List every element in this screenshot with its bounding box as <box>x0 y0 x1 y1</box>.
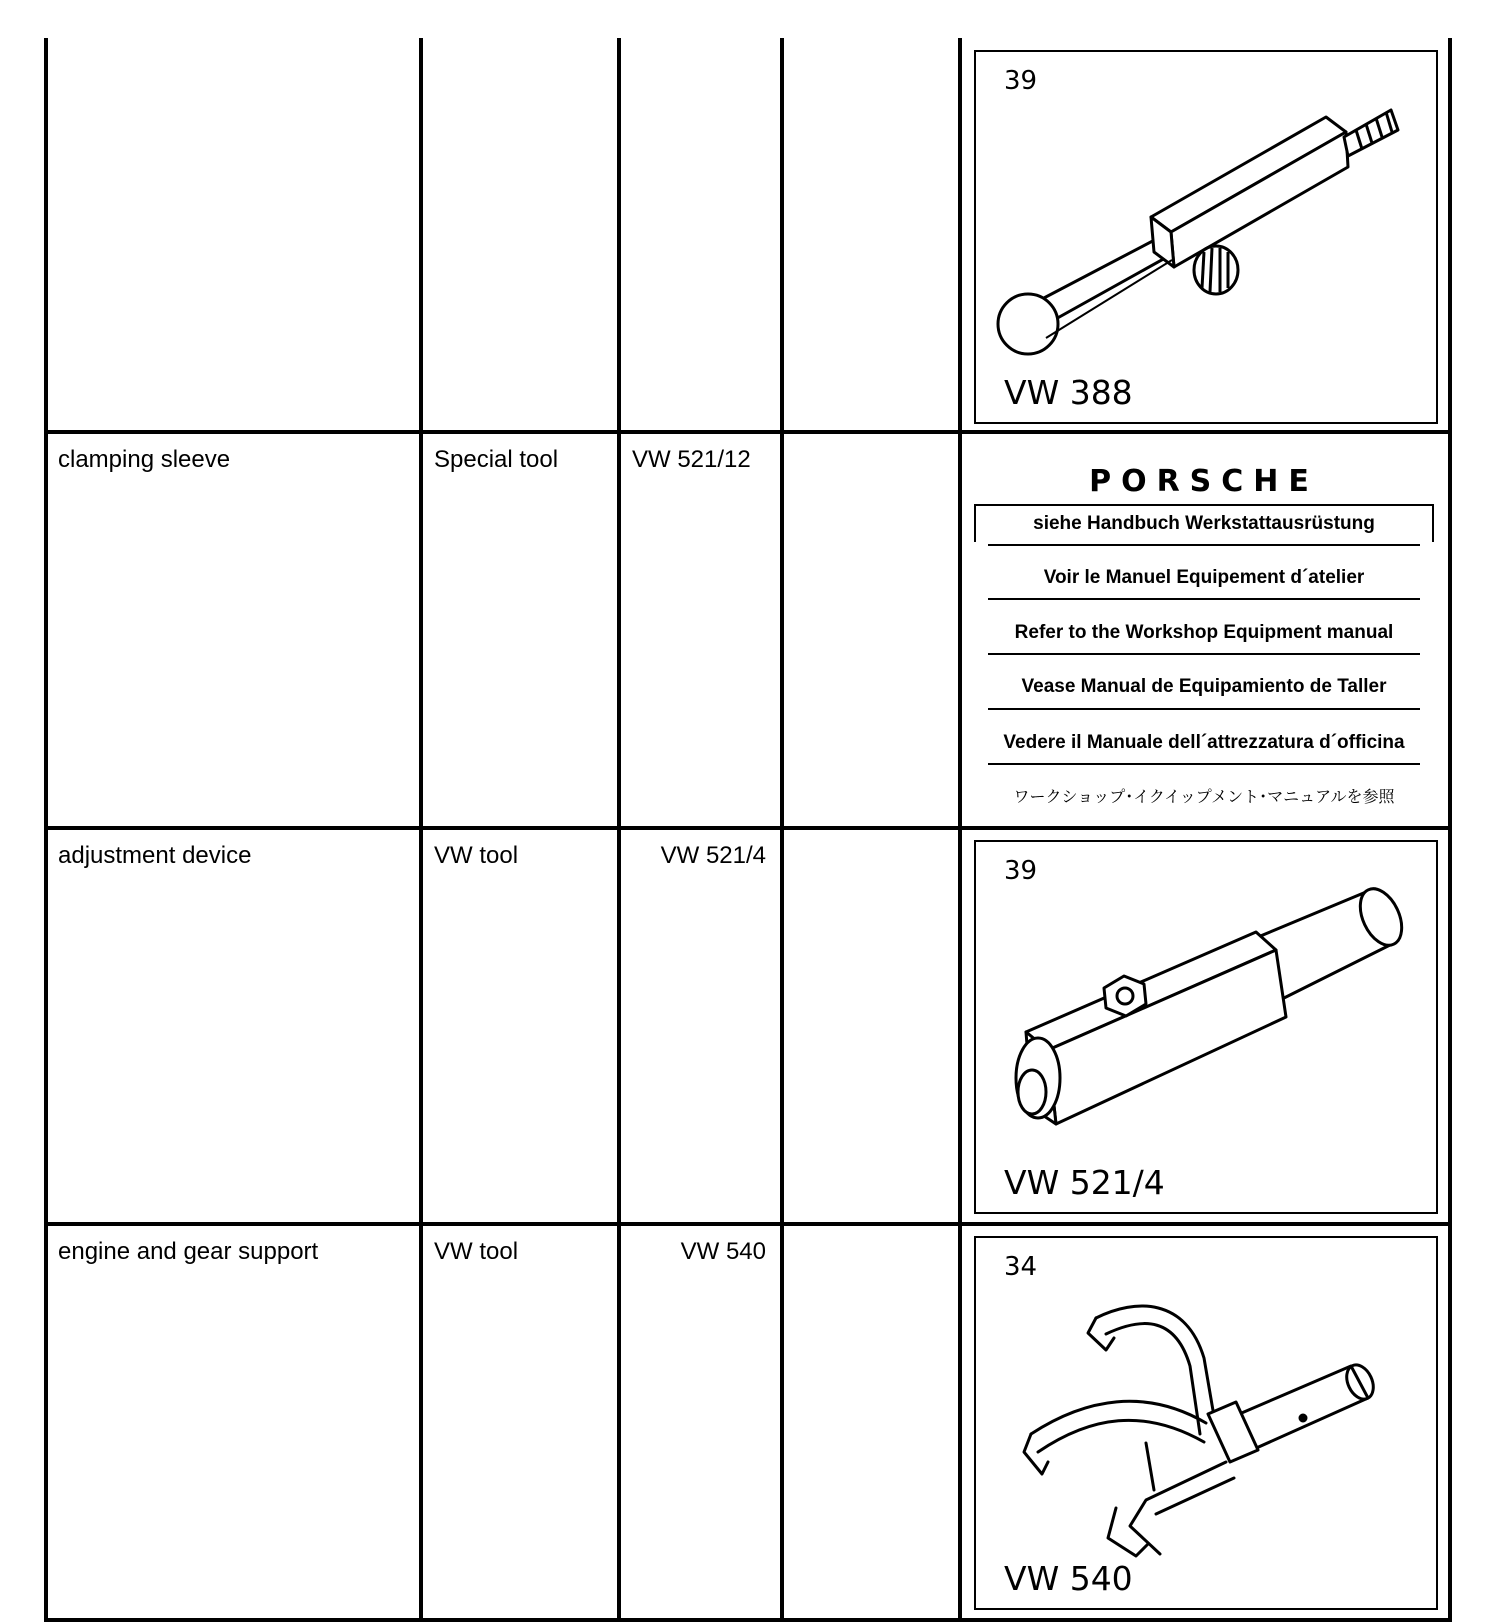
figure-number: 34 <box>1004 1252 1038 1282</box>
figure-number: 39 <box>1004 66 1038 96</box>
adjustment-device-icon <box>976 842 1436 1212</box>
porsche-reference-notice <box>974 464 1434 824</box>
tool-type: VW tool <box>434 1238 519 1265</box>
figure-number: 39 <box>1004 856 1038 886</box>
tool-number: VW 521/12 <box>632 446 751 473</box>
reference-rule <box>988 544 1420 546</box>
figure-caption: VW 521/4 <box>1004 1163 1165 1202</box>
tool-description: clamping sleeve <box>58 446 231 473</box>
tool-description: engine and gear support <box>58 1238 319 1265</box>
tool-number: VW 540 <box>680 1238 766 1265</box>
reference-line-fr: Voir le Manuel Equipement d´atelier <box>1043 567 1365 588</box>
column-divider <box>617 38 621 1622</box>
reference-rule <box>988 763 1420 765</box>
reference-line-it: Vedere il Manuale dell´attrezzatura d´officina <box>1003 732 1405 753</box>
bracket-top <box>974 504 1434 506</box>
pin-punch-icon <box>976 52 1436 422</box>
tool-number: VW 521/4 <box>660 842 766 869</box>
reference-line-es: Vease Manual de Equipamiento de Taller <box>1021 676 1387 697</box>
column-divider <box>44 38 48 1622</box>
figure-vw-388 <box>974 50 1438 424</box>
tool-type: Special tool <box>434 446 559 473</box>
support-bracket-icon <box>976 1238 1436 1608</box>
bracket-right <box>1432 504 1434 542</box>
reference-line-en: Refer to the Workshop Equipment manual <box>1014 622 1394 643</box>
row-divider <box>44 826 1452 830</box>
figure-caption: VW 540 <box>1004 1559 1133 1598</box>
column-divider <box>780 38 784 1622</box>
column-divider <box>419 38 423 1622</box>
porsche-logo: PORSCHE <box>1089 464 1319 499</box>
reference-line-de: siehe Handbuch Werkstattausrüstung <box>1033 513 1375 534</box>
row-divider <box>44 430 1452 434</box>
reference-rule <box>988 708 1420 710</box>
tool-description: adjustment device <box>58 842 252 869</box>
row-divider <box>44 1222 1452 1226</box>
row-divider <box>44 1618 1452 1622</box>
reference-line-ja: ワークショップ･イクイップメント･マニュアルを参照 <box>1013 787 1395 806</box>
figure-vw-540 <box>974 1236 1438 1610</box>
reference-rule <box>988 653 1420 655</box>
column-divider <box>1448 38 1452 1622</box>
reference-rule <box>988 598 1420 600</box>
column-divider <box>958 38 962 1622</box>
figure-caption: VW 388 <box>1004 373 1133 412</box>
bracket-left <box>974 504 976 542</box>
figure-vw-521-4 <box>974 840 1438 1214</box>
tool-type: VW tool <box>434 842 519 869</box>
